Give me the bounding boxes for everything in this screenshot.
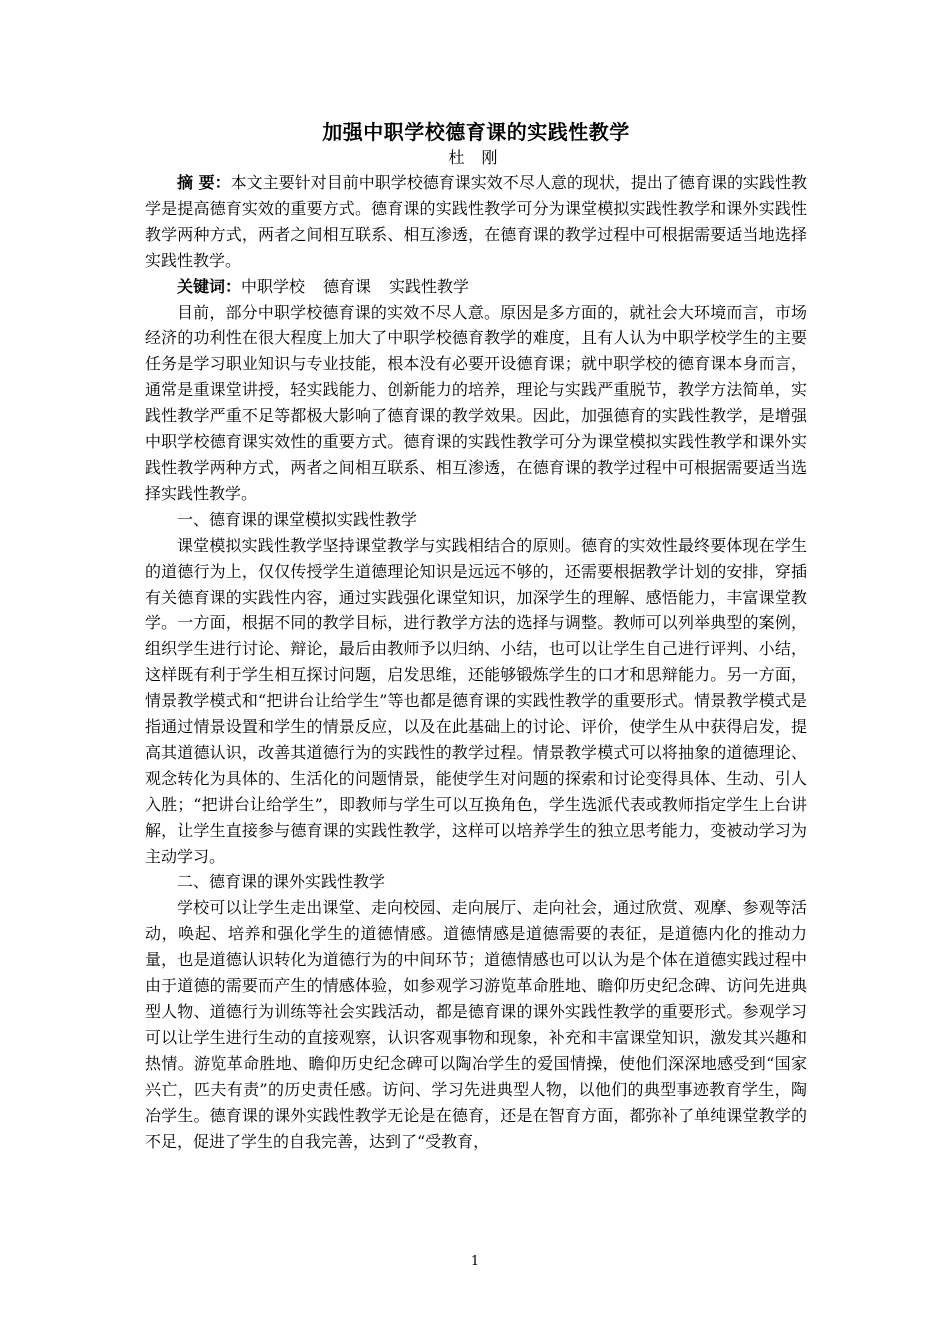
keyword-item: 中职学校 (241, 276, 306, 296)
keywords-paragraph (145, 274, 807, 300)
section-2-paragraph: 学校可以让学生走出课堂、走向校园、走向展厅、走向社会，通过欣赏、观摩、参观等活动，唤起、培养和强化学生的道德情感。道德情感是道德需要的表征，是道德内化的推动力量，也是道德认识转化为道德行为的中间环节；道德情感也可以认为是个体在道德实践过程中由于道德的需要而产生的情感体验，如参观学习游览革命胜地、瞻仰历史纪念碑、访问先进典型人物、道德行为训练等社会实践活动，都是德育课的课外实践性教学的重要形式。参观学习可以让学生进行生动的直接观察，认识客观事物和现象，补充和丰富课堂知识，激发其兴趣和热情。游览革命胜地、瞻仰历史纪念碑可以陶冶学生的爱国情操，使他们深深地感受到“国家兴亡，匹夫有责”的历史责任感。访问、学习先进典型人物，以他们的典型事迹教育学生，陶冶学生。德育课的课外实践性教学无论是在德育，还是在智育方面，都弥补了单纯课堂教学的不足，促进了学生的自我完善，达到了“受教育， (145, 898, 807, 1151)
section-heading-2: 二、德育课的课外实践性教学 (177, 872, 386, 892)
abstract-text: 本文主要针对目前中职学校德育课实效不尽人意的现状，提出了德育课的实践性教学是提高德育实效的重要方式。德育课的实践性教学可分为课堂模拟实践性教学和课外实践性教学两种方式，两者之间相互联系、相互渗透，在德育课的教学过程中可根据需要适当地选择实践性教学。 (145, 173, 807, 270)
keyword-item: 实践性教学 (389, 276, 470, 296)
keywords-label: 关键词： (177, 276, 242, 296)
document-title: 加强中职学校德育课的实践性教学 (322, 120, 630, 144)
intro-paragraph: 目前，部分中职学校德育课的实效不尽人意。原因是多方面的，就社会大环境而言，市场经济的功利性在很大程度上加大了中职学校德育教学的难度，且有人认为中职学校学生的主要任务是学习职业知识与专业技能，根本没有必要开设德育课；就中职学校的德育课本身而言，通常是重课堂讲授，轻实践能力、创新能力的培养，理论与实践严重脱节，教学方法简单，实践性教学严重不足等都极大影响了德育课的教学效果。因此，加强德育的实践性教学，是增强中职学校德育课实效性的重要方式。德育课的实践性教学可分为课堂模拟实践性教学和课外实践性教学两种方式，两者之间相互联系、相互渗透，在德育课的教学过程中可根据需要适当选择实践性教学。 (145, 302, 807, 503)
document-page (145, 118, 807, 1154)
section-heading-1: 一、德育课的课堂模拟实践性教学 (177, 509, 418, 529)
document-author: 杜 刚 (448, 148, 504, 167)
page-number: 1 (470, 1254, 480, 1269)
keyword-item: 德育课 (323, 276, 372, 296)
abstract-label: 摘 要： (177, 173, 231, 192)
section-1-paragraph: 课堂模拟实践性教学坚持课堂教学与实践相结合的原则。德育的实效性最终要体现在学生的道德行为上，仅仅传授学生道德理论知识是远远不够的，还需要根据教学计划的安排，穿插有关德育课的实践性内容，通过实践强化课堂知识，加深学生的理解、感悟能力，丰富课堂教学。一方面，根据不同的教学目标，进行教学方法的选择与调整。教师可以列举典型的案例，组织学生进行讨论、辩论，最后由教师予以归纳、小结，也可以让学生自己进行评判、小结，这样既有利于学生相互探讨问题，启发思维，还能够锻炼学生的口才和思辩能力。另一方面，情景教学模式和“把讲台让给学生”等也都是德育课的实践性教学的重要形式。情景教学模式是指通过情景设置和学生的情景反应，以及在此基础上的讨论、评价，使学生从中获得启发，提高其道德认识，改善其道德行为的实践性的教学过程。情景教学模式可以将抽象的道德理论、观念转化为具体的、生活化的问题情景，能使学生对问题的探索和讨论变得具体、生动、引人入胜；“把讲台让给学生”，即教师与学生可以互换角色，学生选派代表或教师指定学生上台讲解，让学生直接参与德育课的实践性教学，这样可以培养学生的独立思考能力，变被动学习为主动学习。 (145, 535, 807, 866)
abstract-paragraph (145, 170, 807, 274)
